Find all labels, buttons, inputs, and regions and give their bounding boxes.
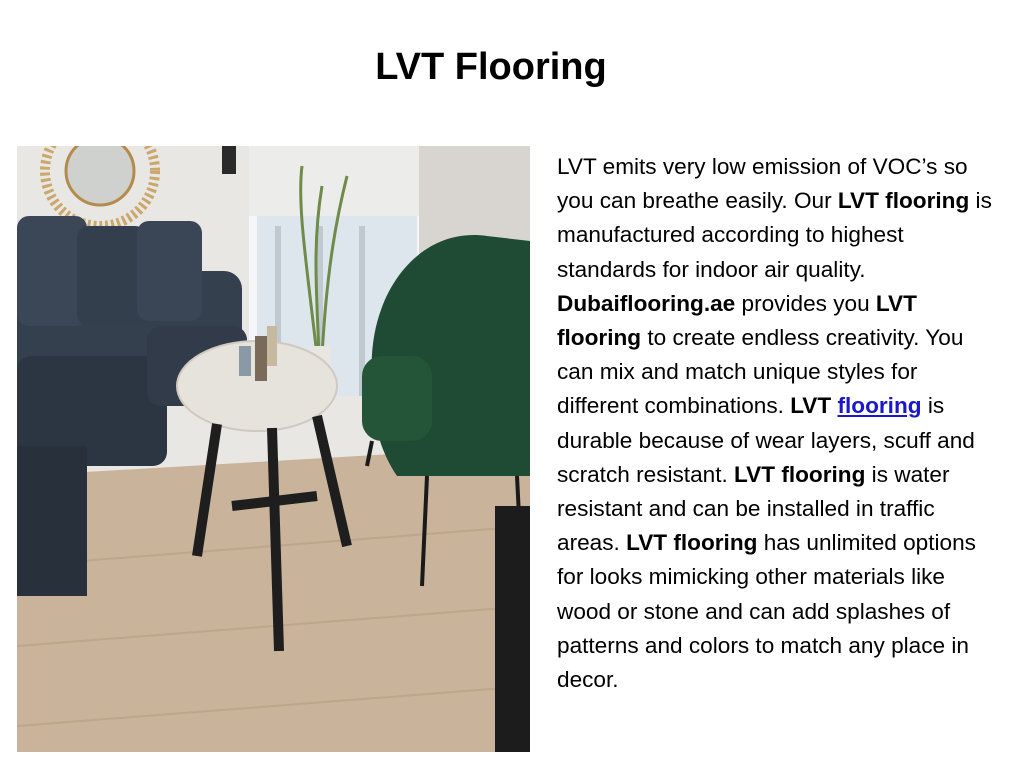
text-segment: is water resistant and can be installed in traffic areas. [557,461,950,556]
living-room-photo [17,146,530,752]
text-segment-bold: LVT flooring [557,290,917,351]
text-segment-bold: LVT flooring [837,188,970,214]
text-segment: has unlimited options for looks mimicking other materials like wood or stone and can add splashes of patterns and colors to match any place in decor. [557,530,976,693]
text-segment: to create endless creativity. You can mix and match unique styles for different combinations. [557,325,964,419]
slide-title: LVT Flooring [375,46,607,88]
text-segment: is durable because of wear layers, scuff and scratch resistant. [557,393,975,487]
photo-illustration [17,146,530,752]
text-segment-bold: LVT flooring [734,461,866,487]
text-segment-bold: LVT [790,393,838,419]
text-segment: is manufactured according to highest standards for indoor air quality. [557,188,992,282]
flooring-link[interactable]: flooring [837,393,922,419]
brand-name: Dubaiflooring.ae [557,290,736,316]
text-segment-bold: LVT flooring [626,530,758,556]
text-segment: LVT emits very low emission of VOC’s so you can breathe easily. Our [557,154,968,214]
text-segment: provides you [735,290,876,316]
description-paragraph [557,150,1003,697]
